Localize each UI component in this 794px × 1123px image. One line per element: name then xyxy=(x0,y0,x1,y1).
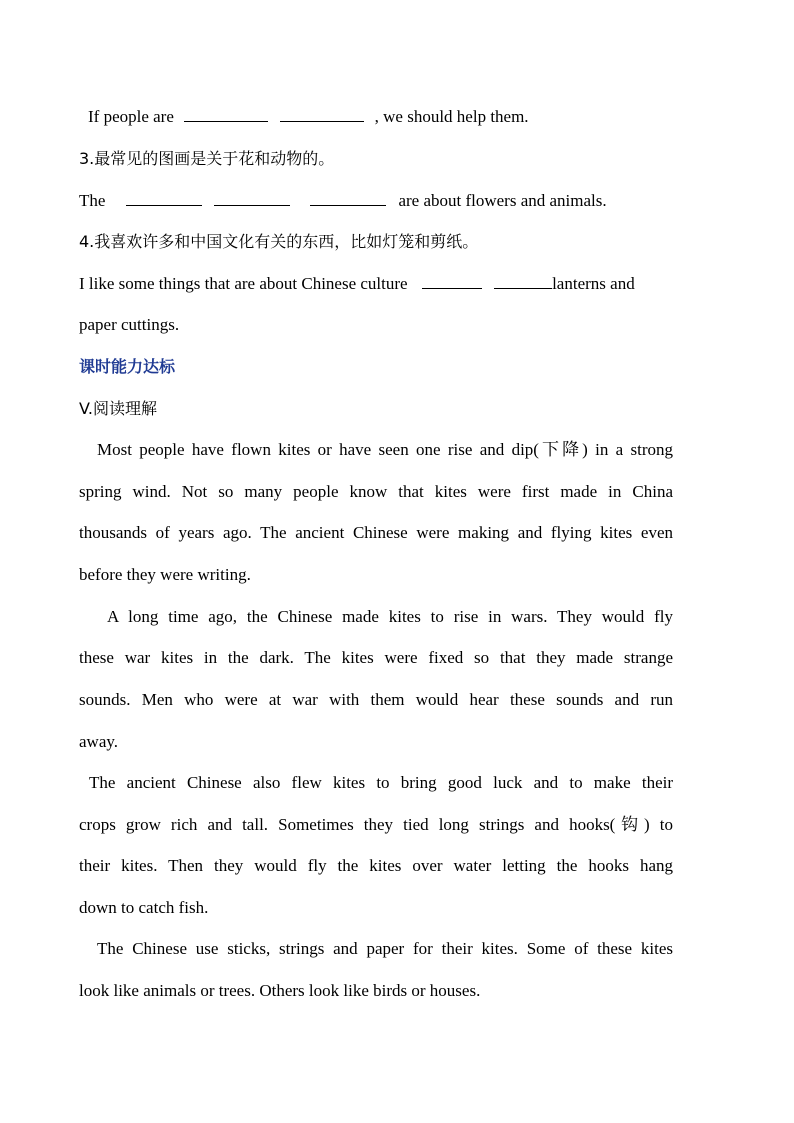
section-heading: 课时能力达标 xyxy=(79,357,176,376)
passage-line: The ancient Chinese also flew kites to bring good luck and to make their xyxy=(89,773,673,792)
q4-text-after: lanterns and xyxy=(552,274,635,293)
passage-line: Most people have flown kites or have seen one rise and dip(下降) in a strong xyxy=(97,440,673,459)
passage-line: thousands of years ago. The ancient Chinese were making and flying kites even xyxy=(79,523,673,542)
passage-line: their kites. Then they would fly the kites over water letting the hooks hang xyxy=(79,856,673,875)
q4-blank-2[interactable] xyxy=(494,274,552,289)
q2-blank-2[interactable] xyxy=(280,107,364,122)
q4-blank-1[interactable] xyxy=(422,274,482,289)
passage-line: look like animals or trees. Others look like birds or houses. xyxy=(79,981,481,1000)
passage-line: down to catch fish. xyxy=(79,898,209,917)
q4-sentence xyxy=(79,273,673,295)
q4-sentence-continued: paper cuttings. xyxy=(79,315,180,334)
q3-prompt: 3.最常见的图画是关于花和动物的。 xyxy=(79,149,335,168)
passage-line: spring wind. Not so many people know that kites were first made in China xyxy=(79,482,673,501)
q2-text-after: , we should help them. xyxy=(374,107,529,126)
q3-text-before: The xyxy=(79,191,106,210)
q2-blank-1[interactable] xyxy=(184,107,268,122)
q4-prompt: 4.我喜欢许多和中国文化有关的东西，比如灯笼和剪纸。 xyxy=(79,232,479,251)
q3-sentence xyxy=(79,190,673,212)
passage-line: crops grow rich and tall. Sometimes they tied long strings and hooks(钩) to xyxy=(79,815,673,834)
part-title: V.阅读理解 xyxy=(79,399,157,418)
passage-line: A long time ago, the Chinese made kites to rise in wars. They would fly xyxy=(107,607,673,626)
passage-line: away. xyxy=(79,732,119,751)
q3-text-after: are about flowers and animals. xyxy=(398,191,607,210)
q3-blank-3[interactable] xyxy=(310,191,386,206)
q4-text-before: I like some things that are about Chinese culture xyxy=(79,274,408,293)
passage-line: these war kites in the dark. The kites were fixed so that they made strange xyxy=(79,648,673,667)
passage-line: before they were writing. xyxy=(79,565,251,584)
q3-blank-2[interactable] xyxy=(214,191,290,206)
passage-line: The Chinese use sticks, strings and paper for their kites. Some of these kites xyxy=(97,939,673,958)
q2-sentence xyxy=(88,106,682,128)
q3-blank-1[interactable] xyxy=(126,191,202,206)
passage-line: sounds. Men who were at war with them would hear these sounds and run xyxy=(79,690,673,709)
q2-text-before: If people are xyxy=(88,107,174,126)
